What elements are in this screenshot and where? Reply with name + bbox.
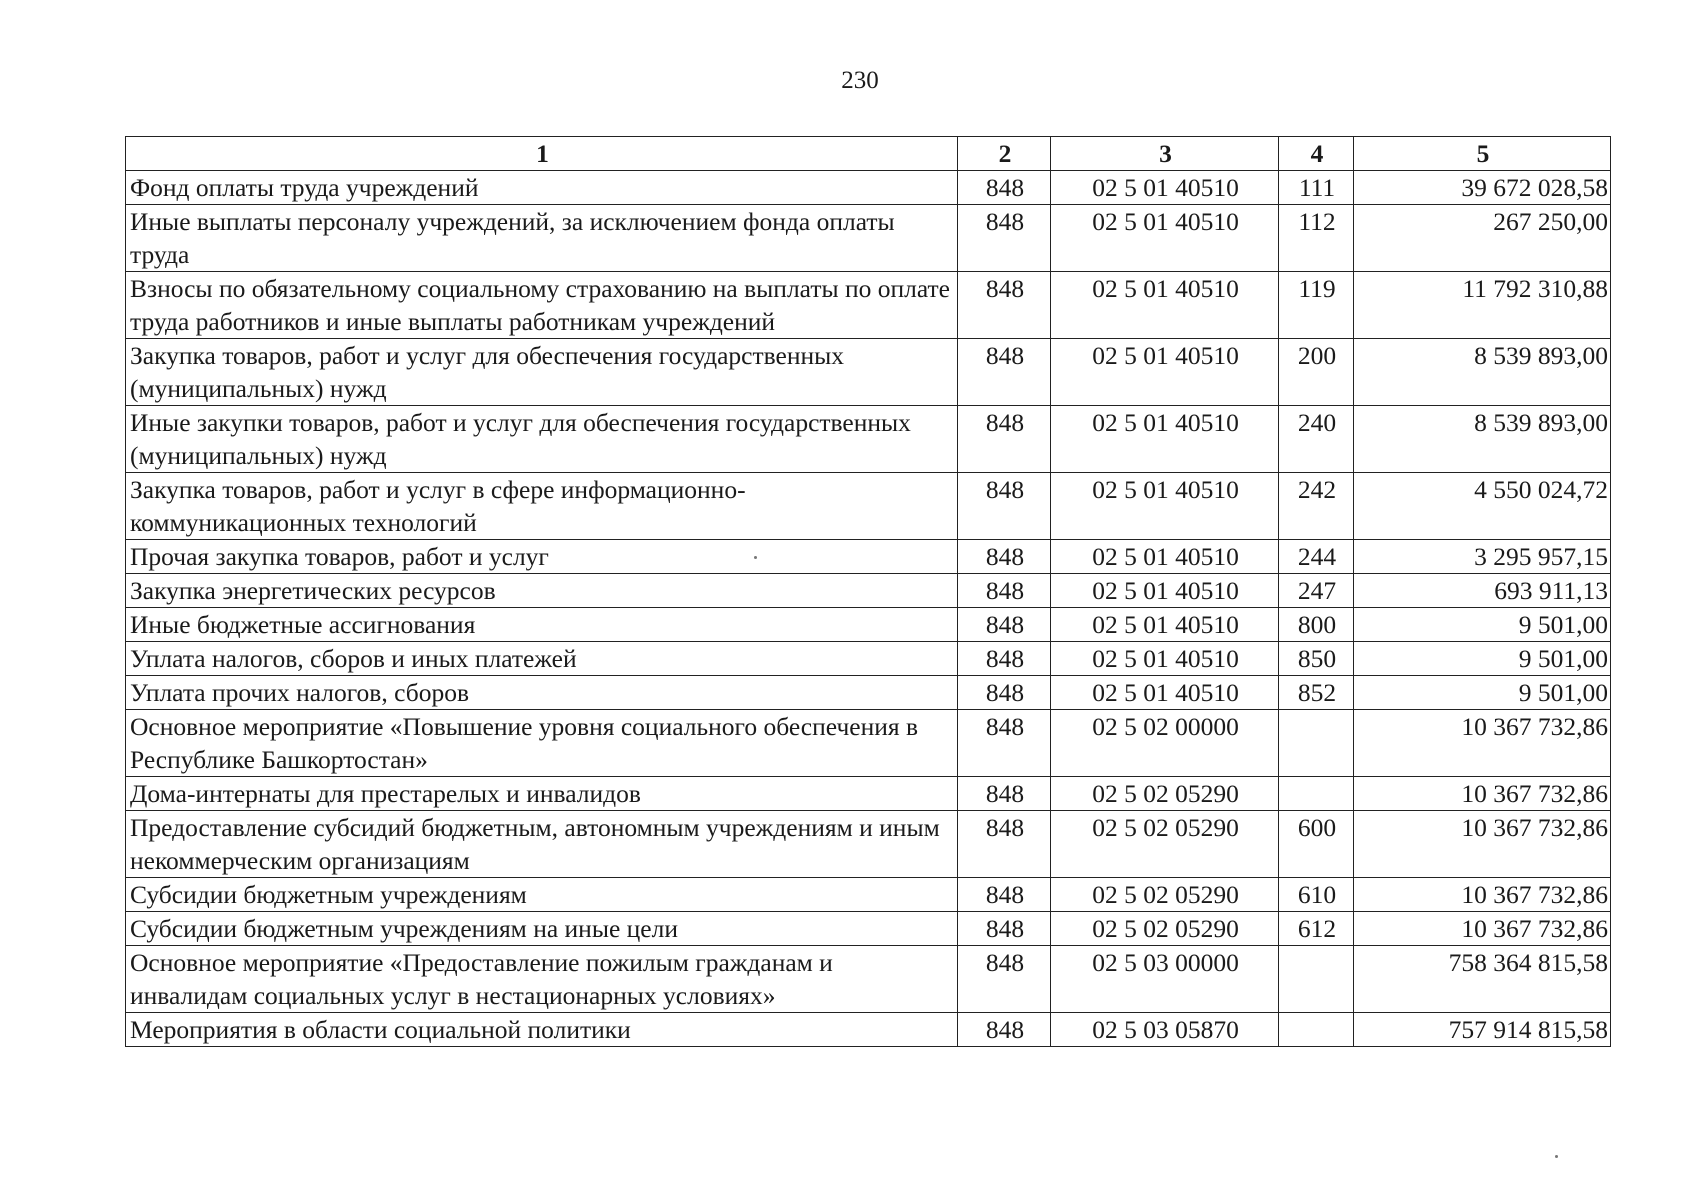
table-row <box>126 946 1611 1013</box>
cell-name: Иные выплаты персоналу учреждений, за исключением фонда оплаты труда <box>126 205 958 272</box>
table-row <box>126 205 1611 272</box>
cell-name: Основное мероприятие «Предоставление пожилым гражданам и инвалидам социальных услуг в нестационарных условиях» <box>126 946 958 1013</box>
cell-amount: 757 914 815,58 <box>1354 1013 1611 1047</box>
cell-ministry-code: 848 <box>958 608 1051 642</box>
cell-amount: 10 367 732,86 <box>1354 878 1611 912</box>
cell-target-code: 02 5 02 05290 <box>1051 777 1279 811</box>
cell-name: Закупка товаров, работ и услуг в сфере информационно-коммуникационных технологий <box>126 473 958 540</box>
table-row <box>126 878 1611 912</box>
table-row <box>126 473 1611 540</box>
cell-target-code: 02 5 01 40510 <box>1051 608 1279 642</box>
cell-expense-type <box>1279 777 1354 811</box>
table-body <box>126 171 1611 1047</box>
cell-ministry-code: 848 <box>958 878 1051 912</box>
cell-name: Закупка товаров, работ и услуг для обеспечения государственных (муниципальных) нужд <box>126 339 958 406</box>
cell-amount: 3 295 957,15 <box>1354 540 1611 574</box>
table-row <box>126 676 1611 710</box>
cell-amount: 8 539 893,00 <box>1354 339 1611 406</box>
cell-expense-type: 247 <box>1279 574 1354 608</box>
table-row <box>126 540 1611 574</box>
cell-name: Закупка энергетических ресурсов <box>126 574 958 608</box>
cell-name: Взносы по обязательному социальному страхованию на выплаты по оплате труда работников и иные выплаты работникам учреждений <box>126 272 958 339</box>
table-row <box>126 777 1611 811</box>
cell-name: Иные бюджетные ассигнования <box>126 608 958 642</box>
table-row <box>126 912 1611 946</box>
cell-amount: 9 501,00 <box>1354 676 1611 710</box>
cell-amount: 4 550 024,72 <box>1354 473 1611 540</box>
cell-target-code: 02 5 02 05290 <box>1051 878 1279 912</box>
cell-name: Основное мероприятие «Повышение уровня социального обеспечения в Республике Башкортостан» <box>126 710 958 777</box>
cell-amount: 8 539 893,00 <box>1354 406 1611 473</box>
column-header-4: 4 <box>1279 137 1354 171</box>
cell-target-code: 02 5 03 00000 <box>1051 946 1279 1013</box>
scan-speck <box>1555 1155 1558 1158</box>
cell-expense-type: 600 <box>1279 811 1354 878</box>
cell-ministry-code: 848 <box>958 473 1051 540</box>
cell-expense-type: 242 <box>1279 473 1354 540</box>
cell-target-code: 02 5 02 05290 <box>1051 912 1279 946</box>
scan-speck <box>754 556 757 559</box>
cell-target-code: 02 5 01 40510 <box>1051 574 1279 608</box>
cell-amount: 39 672 028,58 <box>1354 171 1611 205</box>
table-row <box>126 574 1611 608</box>
cell-ministry-code: 848 <box>958 642 1051 676</box>
cell-ministry-code: 848 <box>958 339 1051 406</box>
cell-expense-type: 119 <box>1279 272 1354 339</box>
cell-name: Иные закупки товаров, работ и услуг для обеспечения государственных (муниципальных) нужд <box>126 406 958 473</box>
cell-ministry-code: 848 <box>958 676 1051 710</box>
cell-name: Фонд оплаты труда учреждений <box>126 171 958 205</box>
cell-name: Дома-интернаты для престарелых и инвалидов <box>126 777 958 811</box>
table-row <box>126 339 1611 406</box>
cell-amount: 10 367 732,86 <box>1354 710 1611 777</box>
cell-target-code: 02 5 01 40510 <box>1051 406 1279 473</box>
cell-target-code: 02 5 01 40510 <box>1051 473 1279 540</box>
header-row <box>126 137 1611 171</box>
cell-name: Субсидии бюджетным учреждениям <box>126 878 958 912</box>
table-row <box>126 811 1611 878</box>
cell-ministry-code: 848 <box>958 574 1051 608</box>
cell-ministry-code: 848 <box>958 946 1051 1013</box>
cell-ministry-code: 848 <box>958 777 1051 811</box>
cell-target-code: 02 5 01 40510 <box>1051 171 1279 205</box>
table-row <box>126 406 1611 473</box>
column-header-2: 2 <box>958 137 1051 171</box>
page-number: 230 <box>841 67 879 94</box>
cell-expense-type: 852 <box>1279 676 1354 710</box>
cell-ministry-code: 848 <box>958 171 1051 205</box>
table-row <box>126 608 1611 642</box>
cell-amount: 758 364 815,58 <box>1354 946 1611 1013</box>
table-row <box>126 272 1611 339</box>
cell-expense-type: 800 <box>1279 608 1354 642</box>
cell-ministry-code: 848 <box>958 1013 1051 1047</box>
cell-expense-type: 111 <box>1279 171 1354 205</box>
cell-amount: 10 367 732,86 <box>1354 912 1611 946</box>
cell-ministry-code: 848 <box>958 406 1051 473</box>
cell-name: Субсидии бюджетным учреждениям на иные цели <box>126 912 958 946</box>
cell-amount: 10 367 732,86 <box>1354 811 1611 878</box>
cell-expense-type: 112 <box>1279 205 1354 272</box>
cell-expense-type: 200 <box>1279 339 1354 406</box>
cell-expense-type: 610 <box>1279 878 1354 912</box>
cell-ministry-code: 848 <box>958 205 1051 272</box>
column-header-3: 3 <box>1051 137 1279 171</box>
table-row <box>126 171 1611 205</box>
cell-amount: 10 367 732,86 <box>1354 777 1611 811</box>
cell-target-code: 02 5 01 40510 <box>1051 272 1279 339</box>
cell-expense-type: 850 <box>1279 642 1354 676</box>
cell-ministry-code: 848 <box>958 710 1051 777</box>
table-row <box>126 710 1611 777</box>
table-row <box>126 1013 1611 1047</box>
cell-target-code: 02 5 01 40510 <box>1051 205 1279 272</box>
cell-target-code: 02 5 02 05290 <box>1051 811 1279 878</box>
cell-amount: 9 501,00 <box>1354 642 1611 676</box>
cell-amount: 267 250,00 <box>1354 205 1611 272</box>
cell-target-code: 02 5 03 05870 <box>1051 1013 1279 1047</box>
cell-target-code: 02 5 01 40510 <box>1051 642 1279 676</box>
cell-name: Прочая закупка товаров, работ и услуг <box>126 540 958 574</box>
cell-target-code: 02 5 01 40510 <box>1051 676 1279 710</box>
cell-amount: 9 501,00 <box>1354 608 1611 642</box>
cell-target-code: 02 5 01 40510 <box>1051 540 1279 574</box>
cell-expense-type <box>1279 1013 1354 1047</box>
cell-ministry-code: 848 <box>958 272 1051 339</box>
cell-target-code: 02 5 02 00000 <box>1051 710 1279 777</box>
cell-expense-type: 244 <box>1279 540 1354 574</box>
cell-expense-type: 240 <box>1279 406 1354 473</box>
cell-name: Уплата налогов, сборов и иных платежей <box>126 642 958 676</box>
column-header-1: 1 <box>126 137 958 171</box>
cell-amount: 11 792 310,88 <box>1354 272 1611 339</box>
cell-target-code: 02 5 01 40510 <box>1051 339 1279 406</box>
cell-name: Мероприятия в области социальной политики <box>126 1013 958 1047</box>
cell-ministry-code: 848 <box>958 540 1051 574</box>
cell-expense-type: 612 <box>1279 912 1354 946</box>
column-header-5: 5 <box>1354 137 1611 171</box>
cell-expense-type <box>1279 710 1354 777</box>
cell-amount: 693 911,13 <box>1354 574 1611 608</box>
table-row <box>126 642 1611 676</box>
cell-expense-type <box>1279 946 1354 1013</box>
cell-ministry-code: 848 <box>958 811 1051 878</box>
cell-name: Уплата прочих налогов, сборов <box>126 676 958 710</box>
cell-name: Предоставление субсидий бюджетным, автономным учреждениям и иным некоммерческим организациям <box>126 811 958 878</box>
cell-ministry-code: 848 <box>958 912 1051 946</box>
budget-table <box>125 136 1611 1047</box>
